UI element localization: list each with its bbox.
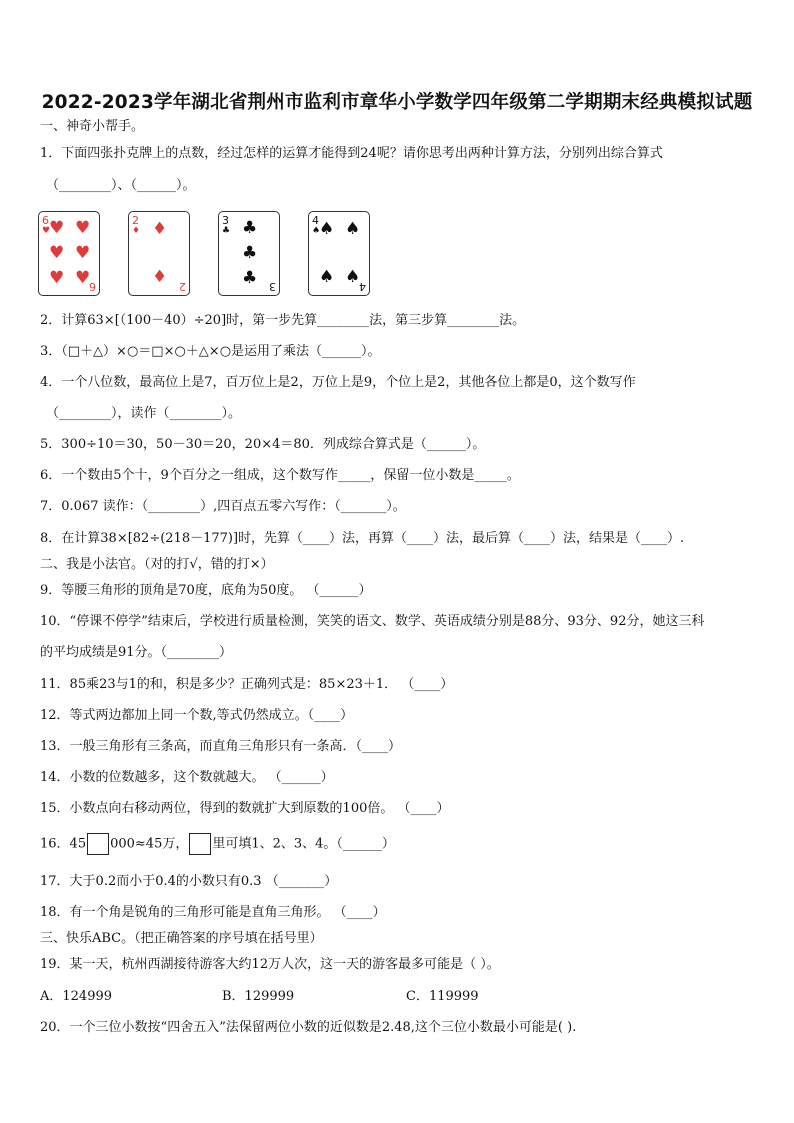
question-7: 7．0.067 读作：（________）,四百点五零六写作：（_______）。 (40, 499, 406, 514)
spade-icon: ♠ (312, 226, 321, 236)
heart-icon: ♥ (75, 243, 91, 263)
question-16-part-1: 16．45 (40, 836, 87, 852)
question-19-option-b: B．129999 (222, 989, 295, 1004)
question-6: 6．一个数由5个十，9个百分之一组成，这个数写作_____，保留一位小数是_____。 (40, 468, 520, 483)
heart-icon: ♥ (75, 218, 91, 238)
question-4-line-2: （________），读作（________）。 (46, 406, 242, 421)
card-rank-label: 2 (132, 214, 139, 227)
card-two-of-diamonds (128, 211, 190, 296)
heart-icon: ♥ (49, 243, 65, 263)
card-rank-label: 4 (359, 280, 366, 293)
spade-icon: ♠ (319, 267, 335, 287)
question-12: 12．等式两边都加上同一个数,等式仍然成立。（____） (40, 708, 354, 723)
card-four-of-spades (308, 211, 370, 296)
question-19: 19．某一天，杭州西湖接待游客大约12万人次，这一天的游客最多可能是（ ）。 (40, 957, 500, 972)
question-5: 5．300÷10＝30，50－30＝20，20×4＝80．列成综合算式是（______）。 (40, 437, 486, 452)
question-16 (40, 833, 395, 856)
club-icon: ♣ (242, 243, 258, 263)
question-19-option-c: C．119999 (406, 989, 479, 1004)
section-1-heading: 一、神奇小帮手。 (40, 119, 145, 134)
card-rank-label: 3 (222, 214, 229, 227)
card-rank-label: 4 (312, 214, 319, 227)
question-19-option-a: A．124999 (40, 989, 113, 1004)
blank-box (189, 833, 211, 855)
heart-icon: ♥ (75, 268, 91, 288)
question-18: 18．有一个角是锐角的三角形可能是直角三角形。 （____） (40, 905, 386, 920)
question-16-part-3: 里可填1、2、3、4。（______） (212, 836, 395, 852)
club-icon: ♣ (242, 218, 258, 238)
question-13: 13．一般三角形有三条高，而直角三角形只有一条高．（____） (40, 739, 402, 754)
card-rank-label: 6 (89, 280, 96, 293)
question-11: 11．85乘23与1的和，积是多少？正确列式是：85×23＋1． （____） (40, 677, 454, 692)
section-3-heading: 三、快乐ABC。（把正确答案的序号填在括号里） (40, 931, 323, 946)
question-15: 15．小数点向右移动两位，得到的数就扩大到原数的100倍。 （____） (40, 801, 450, 816)
question-16-part-2: 000≈45万， (110, 836, 189, 852)
question-2: 2．计算63×[（100－40）÷20]时，第一步先算________法，第三步算________法。 (40, 313, 526, 328)
card-rank-label: 2 (179, 280, 186, 293)
question-17: 17．大于0.2而小于0.4的小数只有0.3 （_______） (40, 874, 338, 889)
card-rank-label: 3 (269, 280, 276, 293)
section-2-heading: 二、我是小法官。（对的打√，错的打×） (40, 557, 274, 572)
question-8: 8．在计算38×[82÷(218－177)]时，先算（____）法，再算（____）法，最后算（____）法，结果是（____）. (40, 531, 685, 546)
diamond-icon: ♦ (132, 226, 141, 236)
club-icon: ♣ (242, 268, 258, 288)
heart-icon: ♥ (42, 226, 51, 236)
heart-icon: ♥ (49, 218, 65, 238)
question-10-line-2: 的平均成绩是91分。（________） (40, 645, 233, 660)
spade-icon: ♠ (345, 219, 361, 239)
diamond-icon: ♦ (152, 219, 168, 239)
question-10-line-1: 10．“停课不停学”结束后，学校进行质量检测，笑笑的语文、数学、英语成绩分别是88分、93分、92分，她这三科 (40, 614, 705, 629)
question-20: 20．一个三位小数按“四舍五入”法保留两位小数的近似数是2.48,这个三位小数最小可能是( ). (40, 1020, 577, 1035)
spade-icon: ♠ (319, 219, 335, 239)
card-rank-label: 6 (42, 214, 49, 227)
spade-icon: ♠ (345, 267, 361, 287)
card-six-of-hearts (38, 211, 100, 296)
question-14: 14．小数的位数越多，这个数就越大。 （______） (40, 770, 334, 785)
question-3: 3．（□＋△）×○＝□×○＋△×○是运用了乘法（______）。 (40, 344, 381, 359)
blank-box (87, 833, 109, 855)
heart-icon: ♥ (49, 268, 65, 288)
card-three-of-clubs (218, 211, 280, 296)
diamond-icon: ♦ (152, 267, 168, 287)
question-9: 9．等腰三角形的顶角是70度，底角为50度。 （______） (40, 583, 372, 598)
club-icon: ♣ (222, 226, 231, 236)
question-1-line-1: 1．下面四张扑克牌上的点数，经过怎样的运算才能得到24呢？请你思考出两种计算方法，分别列出综合算式 (40, 146, 663, 161)
page-title: 2022-2023学年湖北省荆州市监利市章华小学数学四年级第二学期期末经典模拟试题 (41, 92, 753, 113)
question-1-line-2: （________）、（______）。 (46, 178, 196, 193)
playing-cards (38, 211, 378, 297)
question-4-line-1: 4．一个八位数，最高位上是7，百万位上是2，万位上是9，个位上是2，其他各位上都是0，这个数写作 (40, 375, 636, 390)
